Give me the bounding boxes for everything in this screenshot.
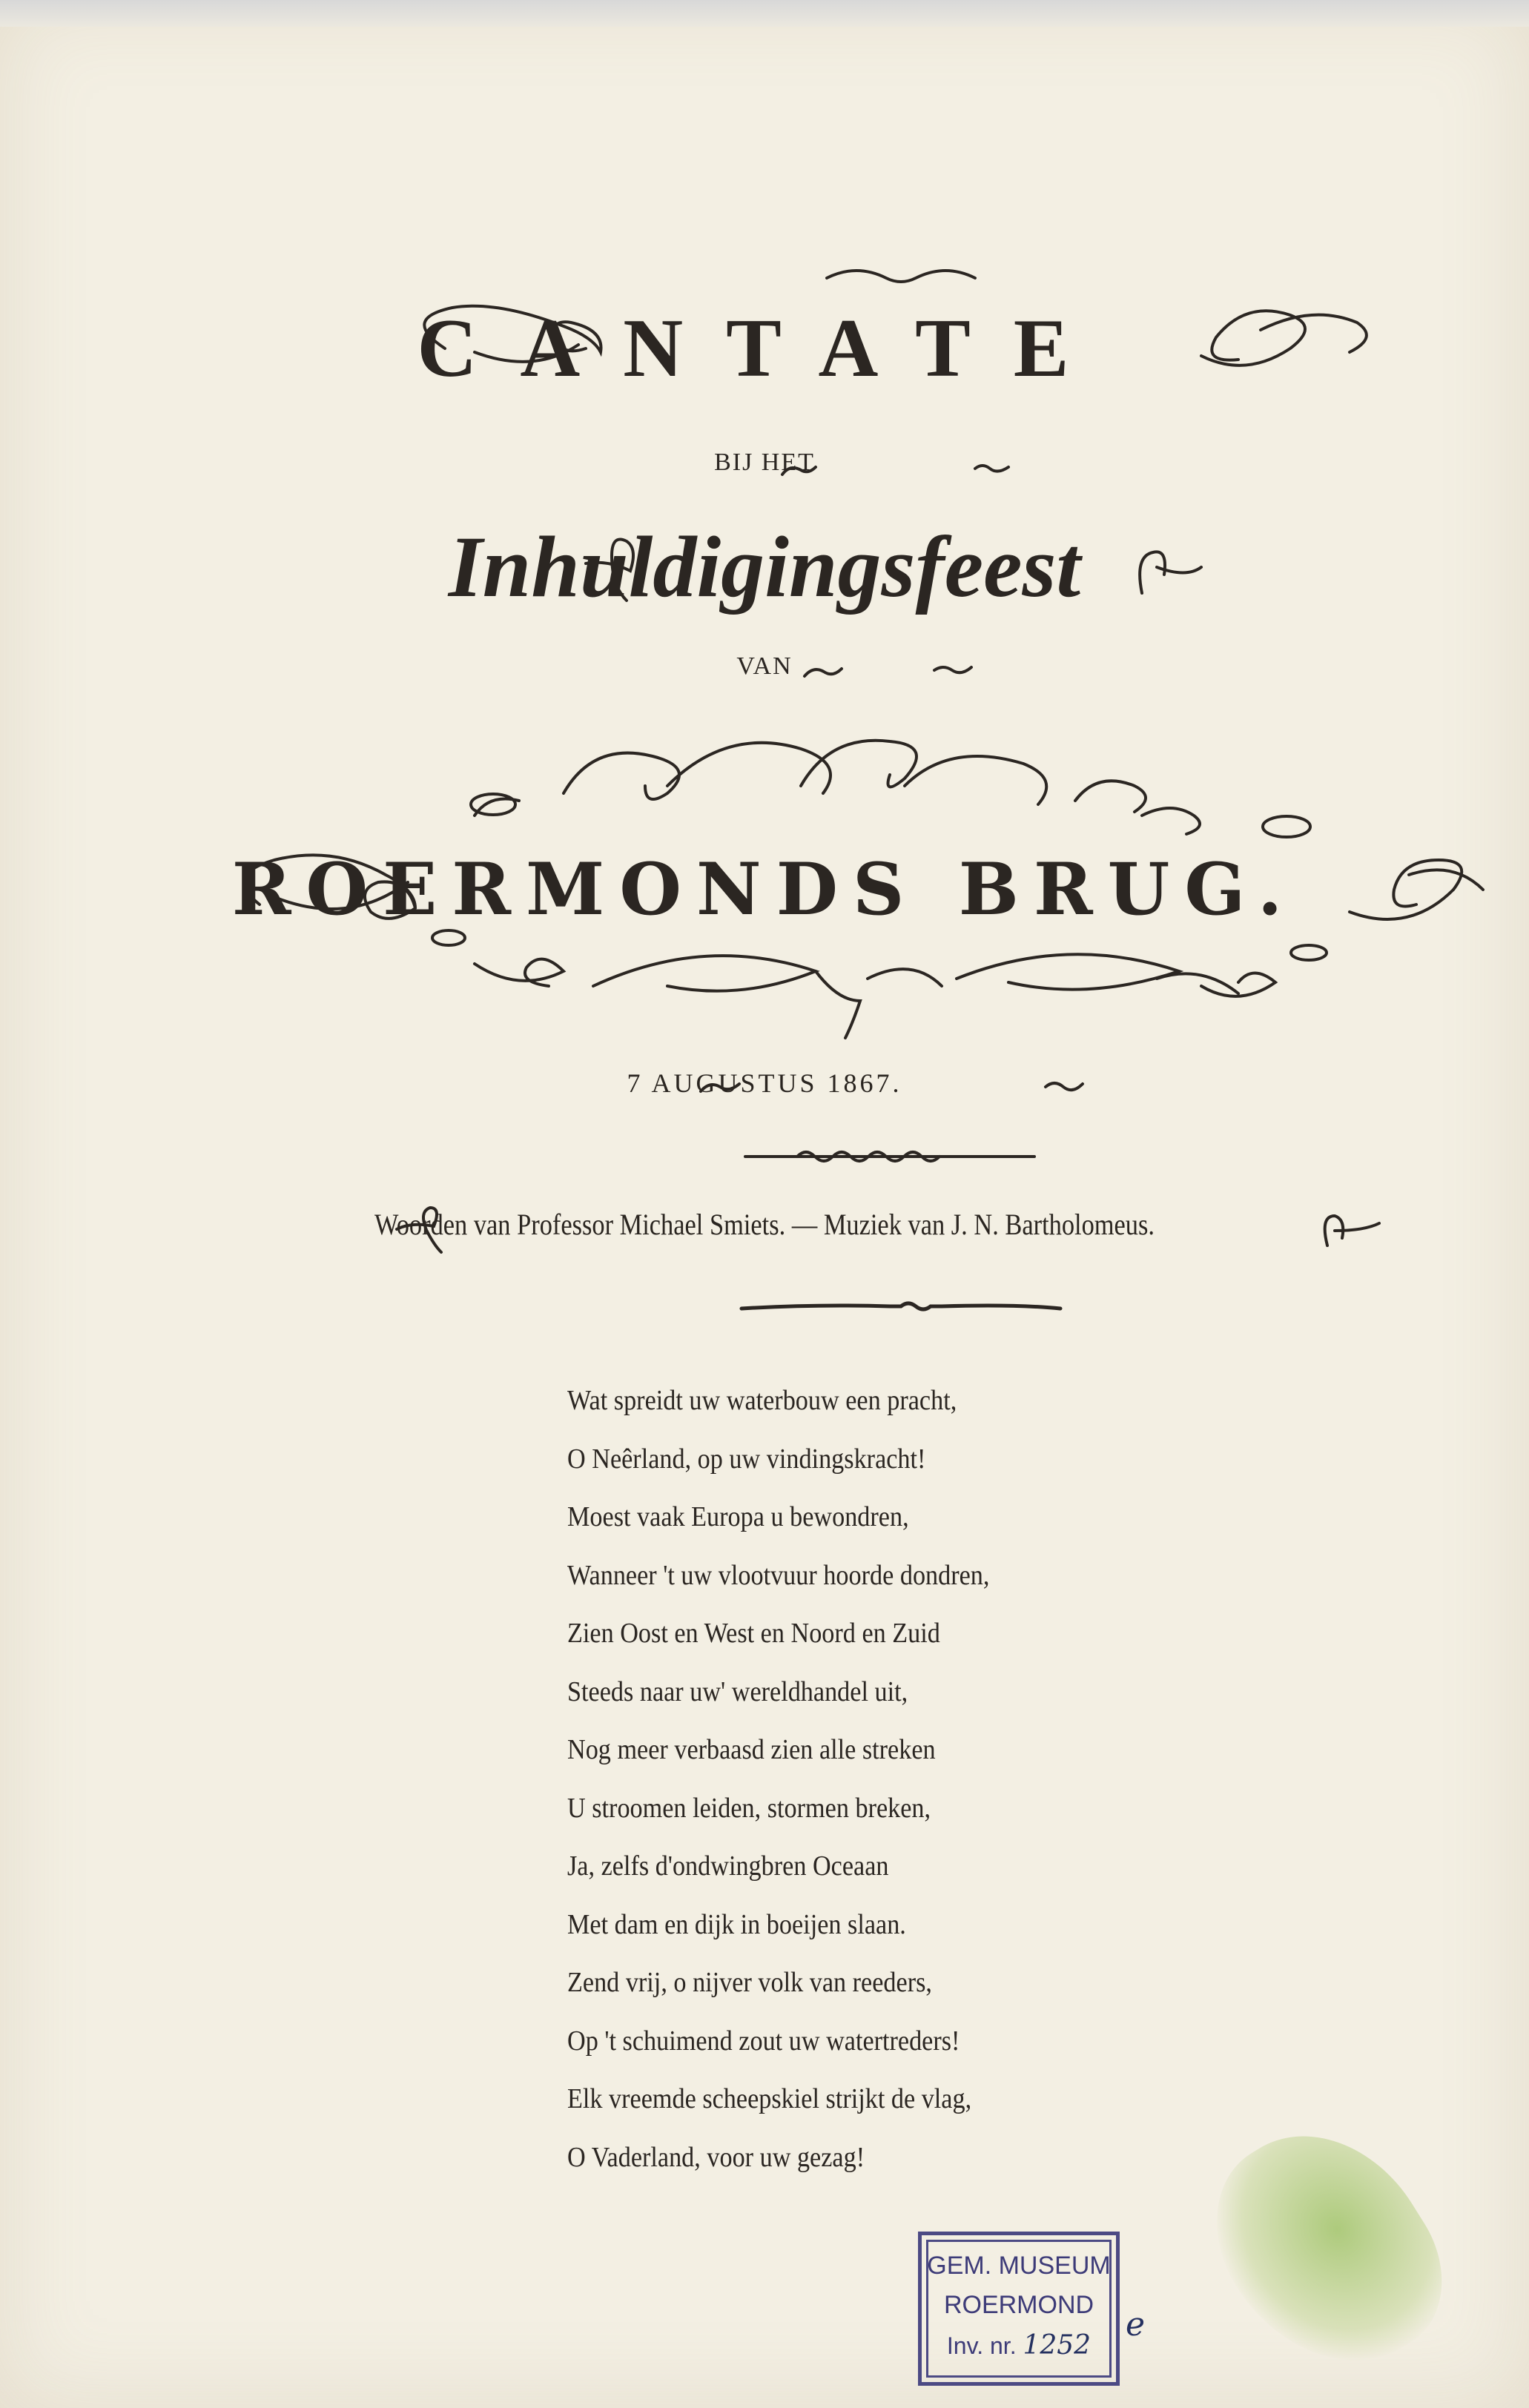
occasion-text: Inhuldigingsfeest [448,518,1081,615]
museum-stamp [918,2232,1120,2386]
rule-tapered [742,1303,1060,1309]
stamp-inv-number: 1252 [1023,2330,1092,2361]
poem-line: Nog meer verbaasd zien alle streken [567,1734,936,1765]
date-line: 7 AUGUSTUS 1867. [627,1068,902,1098]
subject-text: ROERMONDS BRUG. [231,847,1298,931]
flourish-brug-top [475,741,1200,834]
poem-line: Zend vrij, o nijver volk van reeders, [567,1967,932,1998]
stamp-inv-suffix: e [1126,2306,1146,2344]
stamp-inv-label: Inv. nr. [946,2332,1017,2359]
subject [0,838,1529,942]
ornament-ring-left [471,794,515,815]
title [0,293,1529,404]
poem-line: Steeds naar uw' wereldhandel uit, [567,1676,908,1707]
poem-line: O Vaderland, voor uw gezag! [567,2141,865,2173]
credits-line: Woorden van Professor Michael Smiets. — Muziek van J. N. Bartholomeus. [374,1208,1155,1241]
flourish-brug-bottom [475,954,1275,1038]
ornament-ring-right [1263,816,1310,837]
poem-line: Zien Oost en West en Noord en Zuid [567,1618,940,1649]
poem-line: O Neêrland, op uw vindingskracht! [567,1443,926,1475]
title-text: CANTATE [417,302,1112,394]
ornament-dot-right [1291,945,1327,960]
stamp-line-city: ROERMOND [943,2291,1094,2319]
occasion [0,512,1529,623]
stamp-line-museum: GEM. MUSEUM [927,2252,1111,2280]
poem [567,1372,1235,2186]
poem-line: Met dam en dijk in boeijen slaan. [567,1908,906,1940]
stamp-inventory [922,2330,1116,2361]
subtitle-van: VAN [736,652,793,680]
poem-line: Moest vaak Europa u bewondren, [567,1501,909,1532]
subtitle-bij-het: BIJ HET [714,449,815,476]
poem-line: Op 't schuimend zout uw watertreders! [567,2025,960,2057]
poem-line: Elk vreemde scheepskiel strijkt de vlag, [567,2083,972,2114]
poem-line: U stroomen leiden, stormen breken, [567,1792,931,1824]
poem-line: Ja, zelfs d'ondwingbren Oceaan [567,1850,889,1882]
poem-line: Wat spreidt uw waterbouw een pracht, [567,1385,957,1416]
poem-line: Wanneer 't uw vlootvuur hoorde dondren, [567,1559,990,1591]
flourish-top [827,271,975,282]
